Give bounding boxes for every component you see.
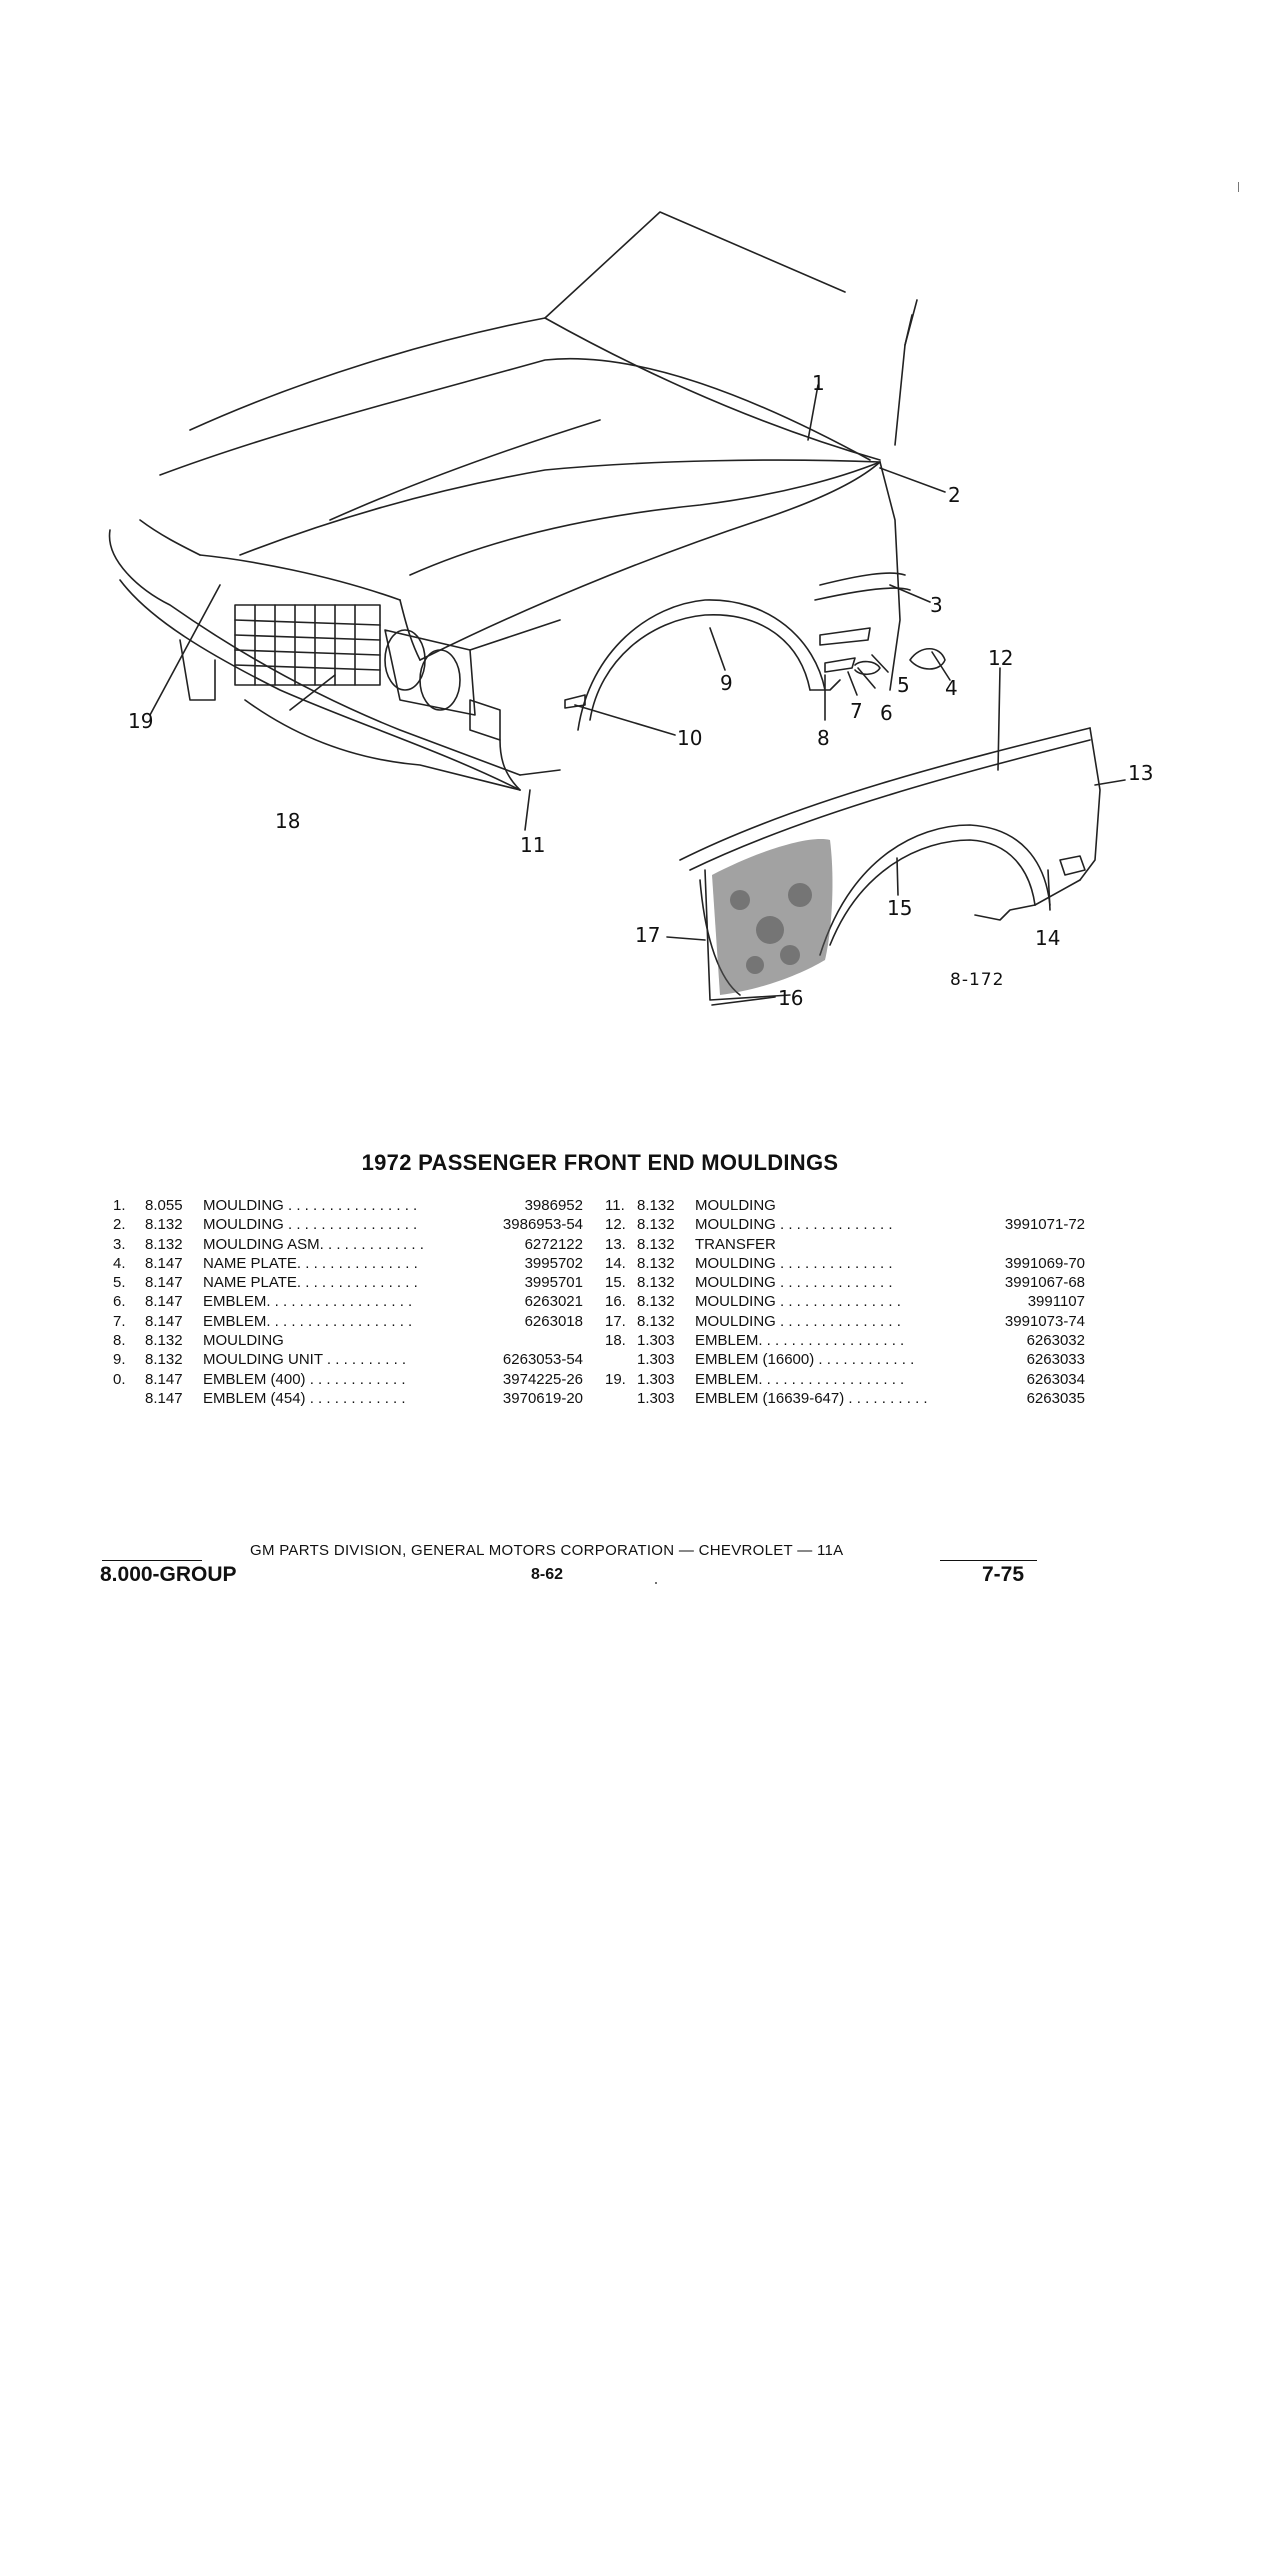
item-number <box>605 1389 637 1408</box>
group-number: 1.303 <box>637 1370 675 1388</box>
figure-id: 8-172 <box>950 970 1005 990</box>
footer-page-number: 8-62 <box>531 1566 564 1583</box>
parts-row <box>605 1235 1085 1254</box>
callout-5: 5 <box>897 673 910 697</box>
callout-7: 7 <box>850 699 863 723</box>
callout-17: 17 <box>635 923 661 947</box>
part-number: 3995702 <box>524 1254 583 1272</box>
parts-row <box>113 1370 583 1389</box>
parts-row <box>605 1215 1085 1234</box>
group-number: 8.055 <box>145 1197 183 1214</box>
item-number: 3. <box>113 1235 126 1253</box>
item-number: 7. <box>113 1312 126 1330</box>
group-number: 8.147 <box>145 1274 183 1292</box>
parts-row <box>113 1215 583 1234</box>
part-number: 3991073-74 <box>1004 1312 1085 1330</box>
part-number: 3974225-26 <box>502 1370 583 1388</box>
footer-group: 8.000-GROUP <box>100 1563 237 1586</box>
item-number: 6. <box>113 1293 126 1311</box>
parts-row <box>113 1235 583 1254</box>
parts-row <box>605 1331 1085 1350</box>
part-number: 3986953-54 <box>502 1216 583 1234</box>
part-number: 6263033 <box>1026 1351 1085 1369</box>
part-description: EMBLEM (454) . . . . . . . . . . . . <box>203 1389 406 1407</box>
callout-4: 4 <box>945 676 958 700</box>
group-number: 8.132 <box>637 1254 675 1272</box>
group-number: 8.132 <box>145 1332 183 1350</box>
part-description: MOULDING . . . . . . . . . . . . . . . <box>695 1293 901 1311</box>
group-number: 1.303 <box>637 1389 675 1407</box>
part-description: MOULDING UNIT . . . . . . . . . . <box>203 1351 407 1369</box>
group-number: 8.132 <box>145 1235 183 1253</box>
part-number: 3991107 <box>1027 1293 1085 1311</box>
page-title: 1972 PASSENGER FRONT END MOULDINGS <box>361 1150 839 1175</box>
footer-division: GM PARTS DIVISION, GENERAL MOTORS CORPORATION — CHEVROLET — 11A <box>250 1542 844 1559</box>
part-number: 3991071-72 <box>1004 1216 1085 1234</box>
footer-rule-left <box>102 1560 202 1561</box>
item-number: 11. <box>605 1197 625 1214</box>
callout-6: 6 <box>880 701 893 725</box>
part-description: MOULDING . . . . . . . . . . . . . . <box>695 1274 893 1292</box>
part-number: 3991067-68 <box>1004 1274 1085 1292</box>
item-number: 2. <box>113 1216 126 1234</box>
item-number <box>605 1350 637 1369</box>
callout-11: 11 <box>520 833 546 857</box>
part-description: MOULDING . . . . . . . . . . . . . . <box>695 1254 893 1272</box>
callout-13: 13 <box>1128 761 1154 785</box>
part-description: EMBLEM. . . . . . . . . . . . . . . . . . <box>695 1332 905 1350</box>
item-number: 19. <box>605 1370 626 1388</box>
parts-row <box>605 1292 1085 1311</box>
callout-3: 3 <box>930 593 943 617</box>
item-number: 0. <box>113 1370 126 1388</box>
part-description: EMBLEM. . . . . . . . . . . . . . . . . . <box>695 1370 905 1388</box>
item-number: 12. <box>605 1216 626 1234</box>
part-number: 6263032 <box>1026 1332 1085 1350</box>
item-number <box>113 1389 145 1408</box>
parts-row <box>113 1350 583 1369</box>
group-number: 8.147 <box>145 1389 183 1407</box>
part-description: MOULDING . . . . . . . . . . . . . . <box>695 1216 893 1234</box>
group-number: 8.147 <box>145 1312 183 1330</box>
group-number: 8.132 <box>145 1351 183 1369</box>
part-description: MOULDING <box>695 1197 776 1214</box>
part-description: NAME PLATE. . . . . . . . . . . . . . . <box>203 1274 418 1292</box>
front-end-exploded-illustration <box>0 0 1271 1060</box>
group-number: 8.132 <box>637 1235 675 1253</box>
callout-1: 1 <box>812 371 825 395</box>
group-number: 8.132 <box>637 1197 675 1214</box>
callout-8: 8 <box>817 726 830 750</box>
group-number: 8.132 <box>637 1312 675 1330</box>
group-number: 8.147 <box>145 1293 183 1311</box>
group-number: 8.147 <box>145 1254 183 1272</box>
item-number: 14. <box>605 1254 626 1272</box>
part-number: 6272122 <box>524 1235 583 1253</box>
item-number: 4. <box>113 1254 126 1272</box>
part-number: 3970619-20 <box>502 1389 583 1407</box>
callout-14: 14 <box>1035 926 1061 950</box>
parts-list-right <box>605 1196 1085 1408</box>
footer-date: 7-75 <box>982 1563 1025 1586</box>
group-number: 8.132 <box>637 1274 675 1292</box>
item-number: 18. <box>605 1332 626 1350</box>
parts-row <box>605 1389 1085 1408</box>
item-number: 9. <box>113 1351 126 1369</box>
part-description: MOULDING . . . . . . . . . . . . . . . <box>695 1312 901 1330</box>
callout-18: 18 <box>275 809 301 833</box>
part-description: EMBLEM (16600) . . . . . . . . . . . . <box>695 1351 915 1369</box>
group-number: 8.132 <box>145 1216 183 1234</box>
group-number: 8.132 <box>637 1216 675 1234</box>
parts-row <box>113 1292 583 1311</box>
item-number: 1. <box>113 1197 126 1214</box>
group-number: 8.132 <box>637 1293 675 1311</box>
part-description: MOULDING . . . . . . . . . . . . . . . . <box>203 1216 418 1234</box>
parts-row <box>113 1196 583 1215</box>
parts-row <box>605 1370 1085 1389</box>
callout-2: 2 <box>948 483 961 507</box>
parts-row <box>113 1389 583 1408</box>
footer-rule-right <box>940 1560 1037 1561</box>
part-number: 6263021 <box>524 1293 583 1311</box>
part-description: TRANSFER <box>695 1235 776 1253</box>
part-description: EMBLEM (16639-647) . . . . . . . . . . <box>695 1389 928 1407</box>
part-number: 6263018 <box>524 1312 583 1330</box>
part-description: MOULDING ASM. . . . . . . . . . . . . <box>203 1235 424 1253</box>
part-number: 3986952 <box>524 1197 583 1214</box>
group-number: 1.303 <box>637 1332 675 1350</box>
part-description: NAME PLATE. . . . . . . . . . . . . . . <box>203 1254 418 1272</box>
parts-row <box>113 1312 583 1331</box>
part-number: 3991069-70 <box>1004 1254 1085 1272</box>
item-number: 5. <box>113 1274 126 1292</box>
parts-row <box>113 1254 583 1273</box>
parts-row <box>113 1331 583 1350</box>
callout-9: 9 <box>720 671 733 695</box>
part-description: MOULDING <box>203 1332 284 1350</box>
part-number: 6263035 <box>1026 1389 1085 1407</box>
item-number: 17. <box>605 1312 626 1330</box>
part-description: EMBLEM. . . . . . . . . . . . . . . . . . <box>203 1293 413 1311</box>
part-description: EMBLEM. . . . . . . . . . . . . . . . . . <box>203 1312 413 1330</box>
callout-15: 15 <box>887 896 913 920</box>
parts-row <box>605 1254 1085 1273</box>
parts-list-left <box>113 1196 583 1408</box>
part-number: 6263053-54 <box>502 1351 583 1369</box>
callout-16: 16 <box>778 986 804 1010</box>
parts-row <box>605 1196 1085 1215</box>
parts-row <box>605 1273 1085 1292</box>
scan-dot <box>655 1582 657 1584</box>
part-number: 6263034 <box>1026 1370 1085 1388</box>
callout-10: 10 <box>677 726 703 750</box>
part-description: EMBLEM (400) . . . . . . . . . . . . <box>203 1370 406 1388</box>
item-number: 16. <box>605 1293 626 1311</box>
item-number: 13. <box>605 1235 626 1253</box>
callout-19: 19 <box>128 709 154 733</box>
item-number: 8. <box>113 1332 126 1350</box>
parts-row <box>605 1350 1085 1369</box>
callout-12: 12 <box>988 646 1014 670</box>
group-number: 1.303 <box>637 1351 675 1369</box>
parts-row <box>605 1312 1085 1331</box>
item-number: 15. <box>605 1274 626 1292</box>
parts-row <box>113 1273 583 1292</box>
group-number: 8.147 <box>145 1370 183 1388</box>
part-description: MOULDING . . . . . . . . . . . . . . . . <box>203 1197 418 1214</box>
part-number: 3995701 <box>524 1274 583 1292</box>
